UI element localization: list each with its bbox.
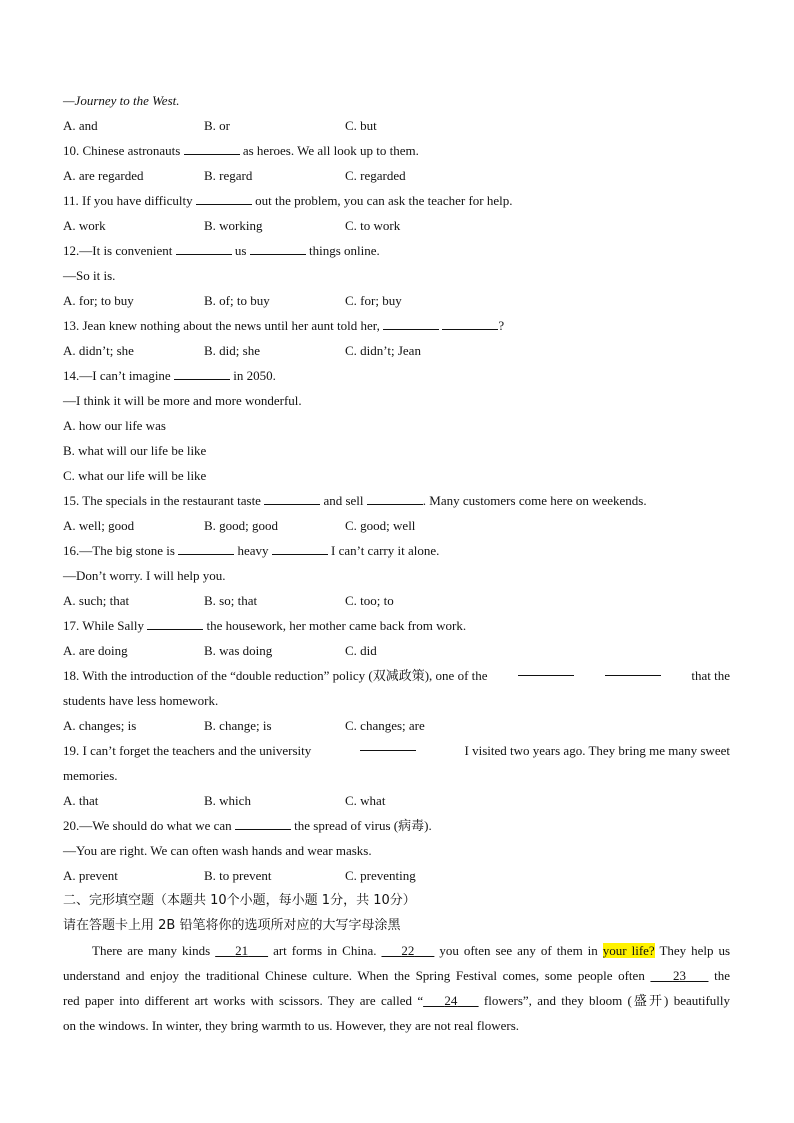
blank-23: 23 [672,968,686,983]
option-a[interactable]: A. that [63,793,99,808]
blank-21: 21 [235,943,249,958]
blank-22: 22 [401,943,415,958]
q10-options [63,163,730,188]
q20-options [63,863,730,888]
q18-options [63,713,730,738]
q9-options [63,113,730,138]
answer-blank [383,317,439,330]
option-c[interactable]: C. did [345,643,377,658]
option-a[interactable]: A. how our life was [63,418,166,433]
answer-blank [196,192,252,205]
option-c[interactable]: C. too; to [345,593,394,608]
passage-line-4: on the windows. In winter, they bring warmth to us. However, they are not real flowers. [63,1018,520,1033]
answer-blank [178,542,234,555]
option-c[interactable]: C. didn’t; Jean [345,343,421,358]
answer-blank [272,542,328,555]
q13-options [63,338,730,363]
question-16-stem: 16.—The big stone is heavy I can’t carry it alone. [63,543,440,558]
option-a[interactable]: A. prevent [63,868,118,883]
q15-options [63,513,730,538]
option-c[interactable]: C. regarded [345,168,406,183]
question-11-stem: 11. If you have difficulty out the problem, you can ask the teacher for help. [63,193,513,208]
option-b[interactable]: B. so; that [204,593,258,608]
option-a[interactable]: A. work [63,218,106,233]
question-13-stem: 13. Jean knew nothing about the news until her aunt told her, ? [63,318,505,333]
option-c[interactable]: C. what [345,793,386,808]
question-16-reply: —Don’t worry. I will help you. [63,568,226,583]
question-19-stem-continued: memories. [63,768,118,783]
question-20-reply: —You are right. We can often wash hands and wear masks. [63,843,372,858]
question-17-stem: 17. While Sally the housework, her mother came back from work. [63,618,467,633]
question-18-stem: 18. With the introduction of the “double reduction” policy (双减政策), one of the that the [63,663,730,688]
option-c[interactable]: C. what our life will be like [63,468,207,483]
option-a[interactable]: A. and [63,118,98,133]
option-a[interactable]: A. are doing [63,643,128,658]
option-a[interactable]: A. well; good [63,518,135,533]
option-c[interactable]: C. to work [345,218,401,233]
question-19-stem: 19. I can’t forget the teachers and the university I visited two years ago. They bring me many sweet [63,738,730,763]
answer-blank [360,738,416,751]
option-c[interactable]: C. but [345,118,377,133]
answer-blank [235,817,291,830]
option-a[interactable]: A. for; to buy [63,293,134,308]
option-b[interactable]: B. regard [204,168,253,183]
option-b[interactable]: B. change; is [204,718,272,733]
q9-prev-line: —Journey to the West. [63,93,180,108]
question-14-stem: 14.—I can’t imagine in 2050. [63,368,276,383]
option-c[interactable]: C. for; buy [345,293,402,308]
option-b[interactable]: B. of; to buy [204,293,270,308]
passage-line-3: red paper into different art works with scissors. They are called “ 24 flowers”, and they bloom (盛开) beautifully [63,993,731,1008]
option-b[interactable]: B. working [204,218,263,233]
answer-blank [442,317,498,330]
answer-blank [518,663,574,676]
option-b[interactable]: B. to prevent [204,868,272,883]
answer-blank [605,663,661,676]
question-12-reply: —So it is. [63,268,116,283]
q11-options [63,213,730,238]
q19-options [63,788,730,813]
answer-blank [176,242,232,255]
answer-blank [250,242,306,255]
option-b[interactable]: B. or [204,118,230,133]
passage-line-1: There are many kinds 21 art forms in China. 22 you often see any of them in your life? They help us [92,943,731,958]
question-20-stem: 20.—We should do what we can the spread of virus (病毒). [63,818,432,833]
option-b[interactable]: B. which [204,793,251,808]
answer-blank [264,492,320,505]
answer-blank [147,617,203,630]
option-a[interactable]: A. changes; is [63,718,137,733]
exam-page [63,88,730,1038]
option-c[interactable]: C. changes; are [345,718,425,733]
section-instruction: 请在答题卡上用 2B 铅笔将你的选项所对应的大写字母涂黑 [63,918,401,933]
option-b[interactable]: B. what will our life be like [63,443,207,458]
q17-options [63,638,730,663]
answer-blank [184,142,240,155]
option-b[interactable]: B. good; good [204,518,279,533]
highlighted-text: your life? [602,943,655,958]
question-14-reply: —I think it will be more and more wonderful. [63,393,302,408]
option-a[interactable]: A. are regarded [63,168,144,183]
option-a[interactable]: A. didn’t; she [63,343,134,358]
question-15-stem: 15. The specials in the restaurant taste and sell . Many customers come here on weekends. [63,493,647,508]
option-c[interactable]: C. good; well [345,518,416,533]
question-10-stem: 10. Chinese astronauts as heroes. We all look up to them. [63,143,419,158]
section-title: 二、完形填空题（本题共 10个小题，每小题 1分，共 10分） [63,893,416,908]
blank-24: 24 [444,993,458,1008]
option-a[interactable]: A. such; that [63,593,130,608]
option-b[interactable]: B. did; she [204,343,260,358]
option-b[interactable]: B. was doing [204,643,273,658]
q12-options [63,288,730,313]
passage-line-2: understand and enjoy the traditional Chinese culture. When the Spring Festival comes, some people often 23 the [63,968,730,983]
answer-blank [367,492,423,505]
answer-blank [174,367,230,380]
option-c[interactable]: C. preventing [345,868,416,883]
question-12-stem: 12.—It is convenient us things online. [63,243,380,258]
q16-options [63,588,730,613]
question-18-stem-continued: students have less homework. [63,693,219,708]
